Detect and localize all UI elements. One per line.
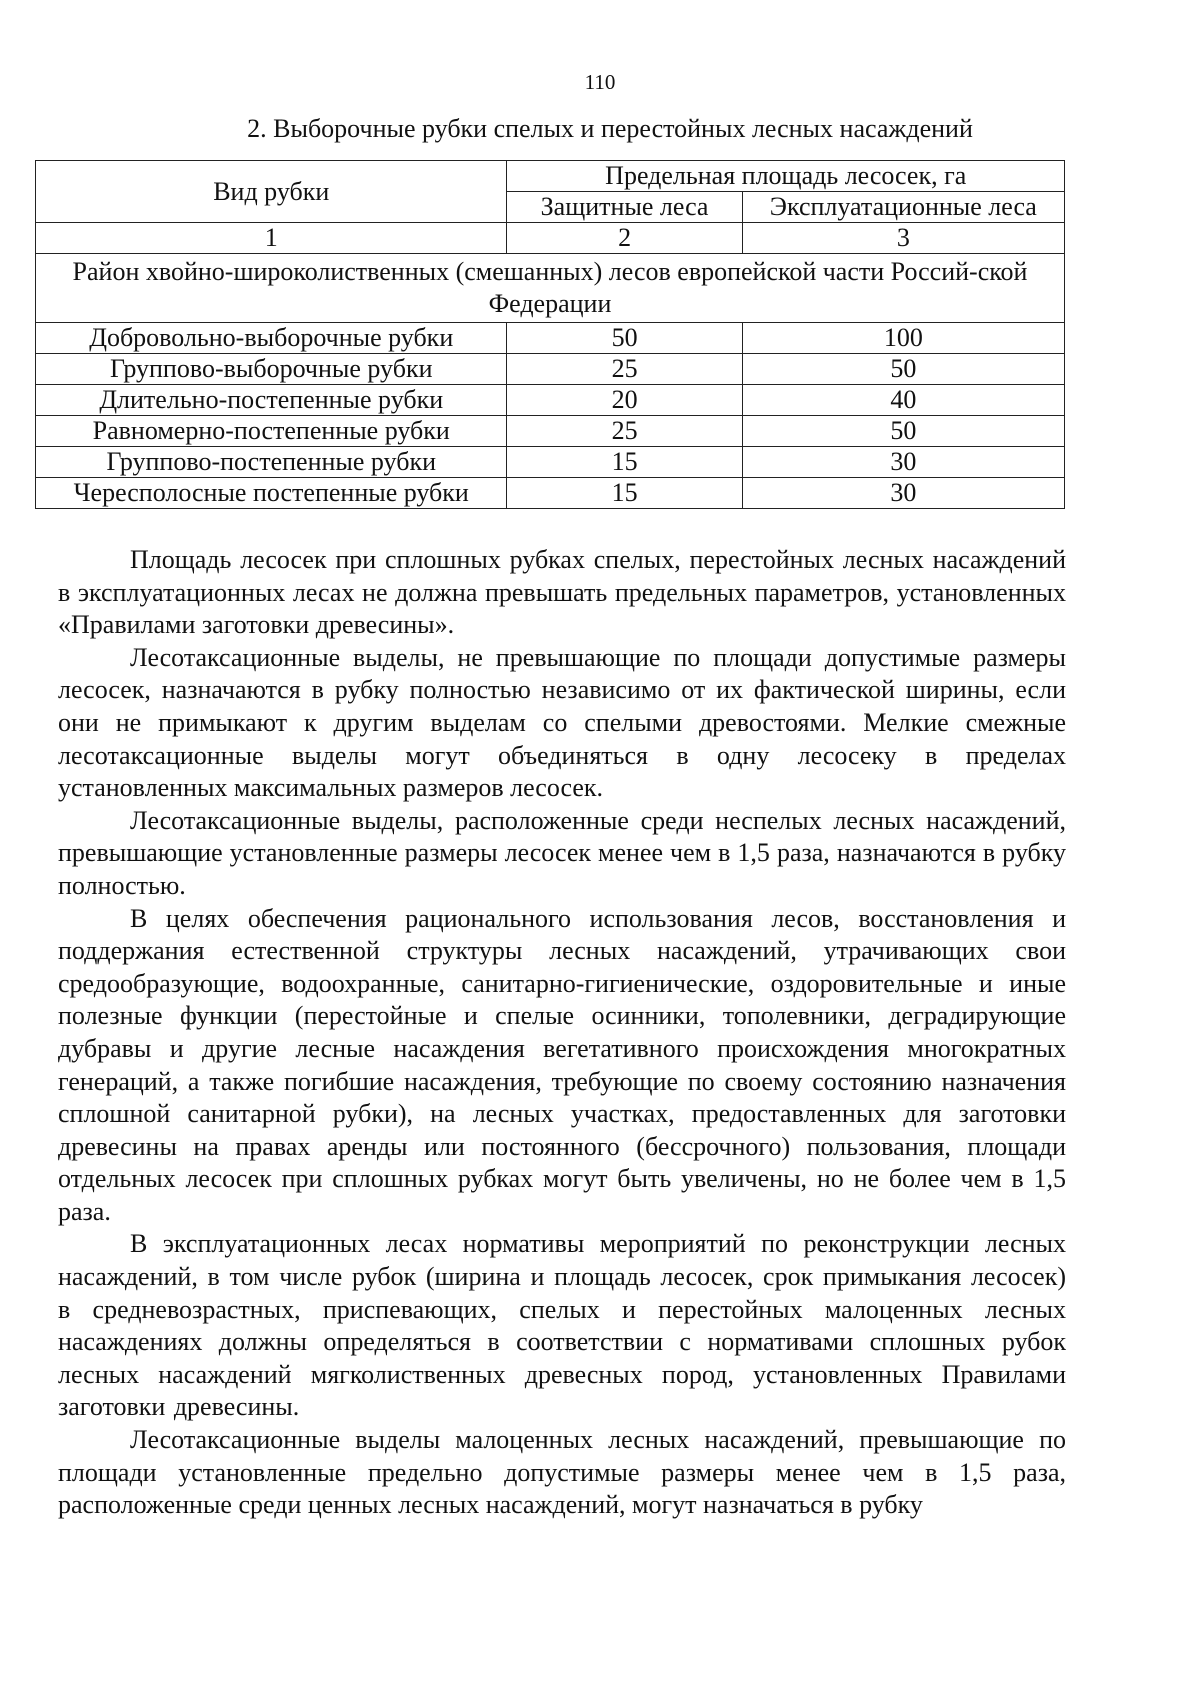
paragraph: Лесотаксационные выделы, расположенные среди неспелых лесных насаждений, превышающие установленные размеры лесосек менее чем в 1,5 раза, назначаются в рубку полностью. — [58, 805, 1066, 900]
table-title: 2. Выборочные рубки спелых и перестойных лесных насаждений — [247, 114, 973, 143]
exploitation-value-cell: 30 — [742, 447, 1064, 478]
body-text — [58, 544, 1066, 1522]
protective-value-cell: 50 — [507, 323, 742, 354]
table-row — [36, 385, 1065, 416]
protective-value-cell: 25 — [507, 416, 742, 447]
exploitation-value-cell: 50 — [742, 354, 1064, 385]
cutting-type-cell: Равномерно-постепенные рубки — [36, 416, 507, 447]
table-column-numbers-row — [36, 223, 1065, 254]
cutting-type-cell: Длительно-постепенные рубки — [36, 385, 507, 416]
header-max-area: Предельная площадь лесосек, га — [507, 161, 1065, 192]
protective-value-cell: 25 — [507, 354, 742, 385]
column-number: 1 — [36, 223, 507, 254]
cutting-type-cell: Группово-выборочные рубки — [36, 354, 507, 385]
table-row — [36, 323, 1065, 354]
cutting-type-cell: Добровольно-выборочные рубки — [36, 323, 507, 354]
table-row — [36, 447, 1065, 478]
column-number: 3 — [742, 223, 1064, 254]
header-protective-forests: Защитные леса — [507, 192, 742, 223]
protective-value-cell: 15 — [507, 478, 742, 509]
exploitation-value-cell: 40 — [742, 385, 1064, 416]
protective-value-cell: 15 — [507, 447, 742, 478]
table-row — [36, 354, 1065, 385]
paragraph: Лесотаксационные выделы малоценных лесных насаждений, превышающие по площади установленные предельно допустимые размеры менее чем в 1,5 раза, расположенные среди ценных лесных насаждений, могут назначаться в рубку — [58, 1425, 1066, 1520]
header-exploitation-forests: Эксплуатационные леса — [742, 192, 1064, 223]
column-number: 2 — [507, 223, 742, 254]
paragraph: Лесотаксационные выделы, не превышающие по площади допустимые размеры лесосек, назначаются в рубку полностью независимо от их фактической ширины, если они не примыкают к другим выделам со спелыми древостоями. Мелкие смежные лесотаксационные выделы могут объединяться в одну лесосеку в пределах установленных максимальных размеров лесосек. — [58, 642, 1066, 803]
cutting-type-cell: Чересполосные постепенные рубки — [36, 478, 507, 509]
exploitation-value-cell: 30 — [742, 478, 1064, 509]
page-number: 110 — [584, 70, 616, 94]
exploitation-value-cell: 50 — [742, 416, 1064, 447]
cutting-type-cell: Группово-постепенные рубки — [36, 447, 507, 478]
paragraph: В эксплуатационных лесах нормативы мероприятий по реконструкции лесных насаждений, в том числе рубок (ширина и площадь лесосек, срок примыкания лесосек) в средневозрастных, приспевающих, спелых и перестойных малоценных лесных насаждениях должны определяться в соответствии с нормативами сплошных рубок лесных насаждений мягколиственных древесных пород, установленных Правилами заготовки древесины. — [58, 1229, 1066, 1422]
header-cutting-type: Вид рубки — [36, 161, 507, 223]
paragraph: В целях обеспечения рационального использования лесов, восстановления и поддержания естественной структуры лесных насаждений, утрачивающих свои средообразующие, водоохранные, санитарно-гигиенические, оздоровительные и иные полезные функции (перестойные и спелые осинники, тополевники, деградирующие дубравы и другие лесные насаждения вегетативного происхождения многократных генераций, а также погибшие насаждения, требующие по своему состоянию назначения сплошной санитарной рубки), на лесных участках, предоставленных для заготовки древесины на правах аренды или постоянного (бессрочного) пользования, площади отдельных лесосек при сплошных рубках могут быть увеличены, но не более чем в 1,5 раза. — [58, 903, 1066, 1226]
region-label: Район хвойно-широколиственных (смешанных) лесов европейской части Россий-ской Федерации — [36, 254, 1065, 323]
paragraph: Площадь лесосек при сплошных рубках спелых, перестойных лесных насаждений в эксплуатационных лесах не должна превышать предельных параметров, установленных «Правилами заготовки древесины». — [58, 545, 1066, 640]
exploitation-value-cell: 100 — [742, 323, 1064, 354]
table-header-row — [36, 161, 1065, 192]
table-row — [36, 416, 1065, 447]
table-row — [36, 478, 1065, 509]
logging-limits-table — [35, 160, 1065, 509]
table-region-row — [36, 254, 1065, 323]
protective-value-cell: 20 — [507, 385, 742, 416]
